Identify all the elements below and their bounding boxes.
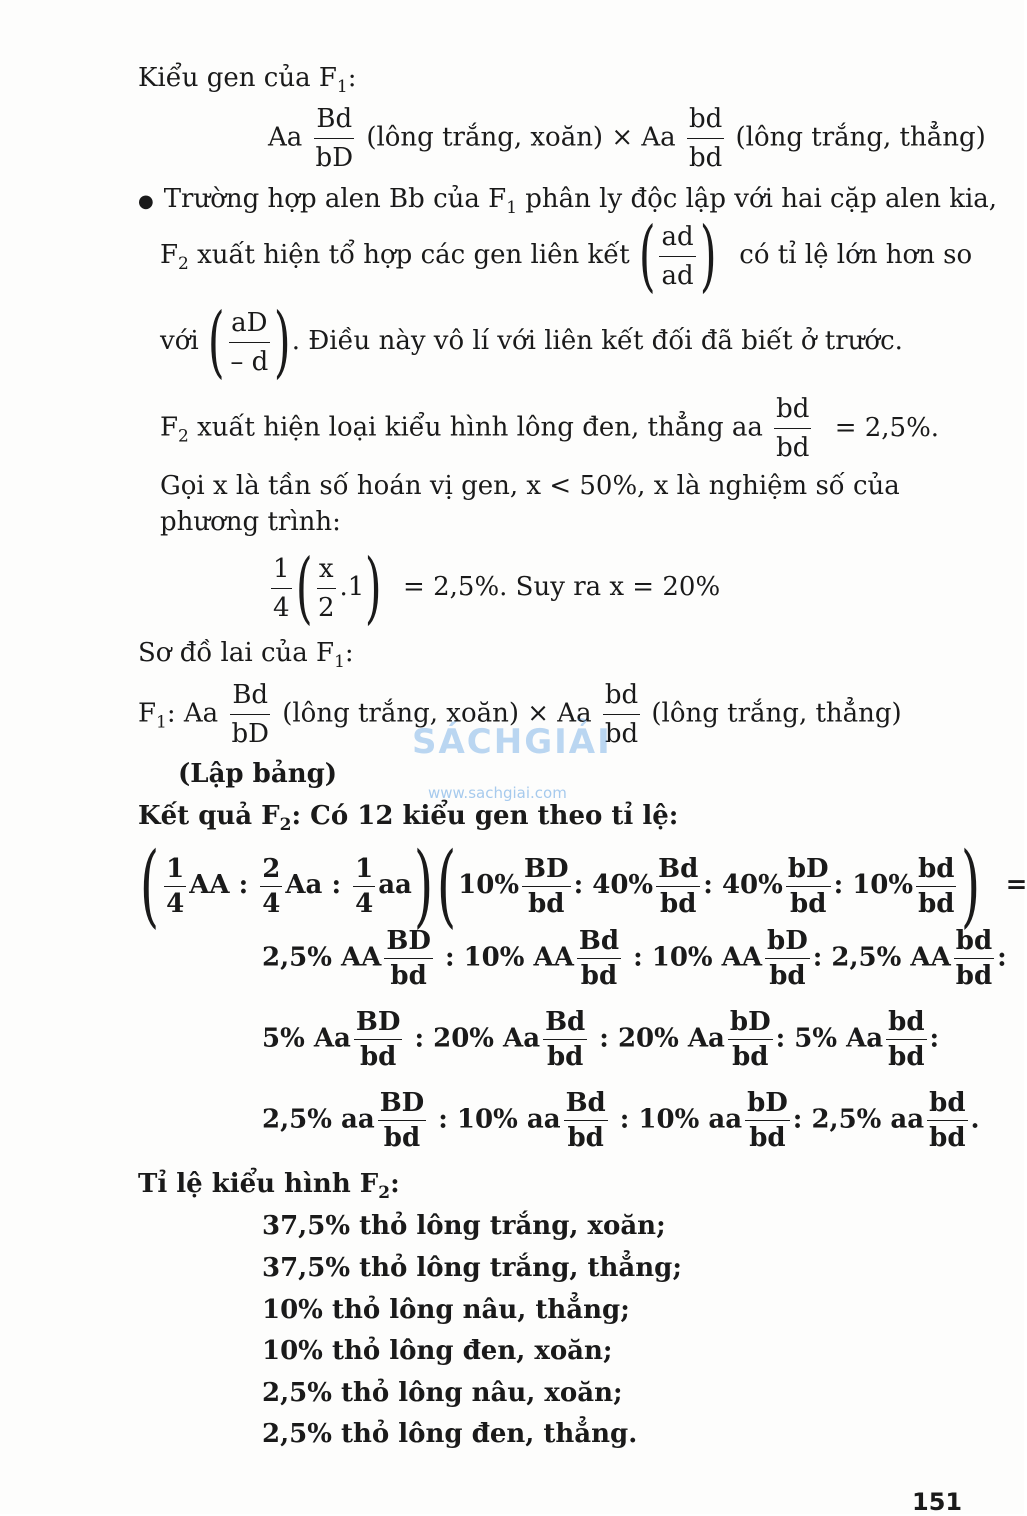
watermark-logo: SÁCHGIẢI (412, 722, 612, 762)
f1-cross-formula: $F_1$: Aa $\frac{Bd}{bD}$ (lông trắng, xoăn) × Aa $\frac{bd}{bd}$ (lông trắng, thẳng) (138, 676, 902, 753)
phenotype-ratio-3: 10% thỏ lông nâu, thẳng; (262, 1295, 630, 1325)
paragraph-2: $F_2$ xuất hiện tổ hợp các gen liên kết ( $\frac{ad}{ad}$ ) có tỉ lệ lớn hơn so (160, 211, 973, 301)
bullet-paragraph-1: ● Trường hợp alen Bb của $F_1$ phân ly độc lập với hai cặp alen kia, (138, 184, 998, 219)
phenotype-ratio-4: 10% thỏ lông đen, xoăn; (262, 1336, 613, 1366)
paragraph-4: $F_2$ xuất hiện loại kiểu hình lông đen, thẳng aa $\frac{bd}{bd}$ = 2,5%. (160, 390, 939, 467)
f2-product-expression: ( $\frac{1}{4}$ AA : $\frac{2}{4}$ Aa : $\frac{1}{4}$ aa)(10% $\frac{BD}{bd}$ : 40% $\frac{Bd}{bd}$ : 40% $\frac{bD}{bd}$ : 10% $\frac{bd}{bd}$ ) = (139, 833, 1027, 938)
phenotype-ratio-1: 37,5% thỏ lông trắng, xoăn; (262, 1211, 666, 1241)
phenotype-ratio-6: 2,5% thỏ lông đen, thẳng. (262, 1419, 638, 1449)
page-number: 151 (912, 1488, 963, 1516)
paragraph-3: với ( $\frac{aD}{- d}$ ). Điều này vô lí với liên kết đối đã biết ở trước. (160, 297, 903, 387)
make-table-note: (Lập bảng) (178, 759, 338, 789)
phenotype-ratio-2: 37,5% thỏ lông trắng, thẳng; (262, 1253, 682, 1283)
bullet-icon: ● (138, 191, 154, 212)
f2-genotype-row-2: 5% Aa $\frac{BD}{bd}$ : 20% Aa $\frac{Bd}{bd}$ : 20% Aa $\frac{bD}{bd}$ : 5% Aa $\frac{bd}{bd}$ : (262, 1007, 940, 1072)
f2-genotype-row-1: 2,5% AA $\frac{BD}{bd}$ : 10% AA $\frac{Bd}{bd}$ : 10% AA $\frac{bD}{bd}$ : 2,5% AA $\frac{bd}{bd}$ : (262, 926, 1007, 991)
paragraph-6: phương trình: (160, 507, 341, 537)
f1-genotype-heading: Kiểu gen của $F_1$: (138, 63, 357, 98)
watermark-url: www.sachgiai.com (428, 784, 567, 802)
f1-genotype-formula: Aa $\frac{Bd}{bD}$ (lông trắng, xoăn) × Aa $\frac{bd}{bd}$ (lông trắng, thẳng) (268, 100, 986, 177)
paragraph-5: Gọi x là tần số hoán vị gen, x < 50%, x là nghiệm số của (160, 471, 900, 501)
f2-genotype-row-3: 2,5% aa $\frac{BD}{bd}$ : 10% aa $\frac{Bd}{bd}$ : 10% aa $\frac{bD}{bd}$ : 2,5% aa $\frac{bd}{bd}$ . (262, 1088, 980, 1153)
equation: $\frac{1}{4}$ ( $\frac{x}{2}$ .1) = 2,5%. Suy ra x = 20% (273, 543, 721, 633)
phenotype-ratio-5: 2,5% thỏ lông nâu, xoăn; (262, 1378, 623, 1408)
cross-diagram-heading: Sơ đồ lai của $F_1$: (138, 638, 354, 673)
f2-phenotype-heading: Tỉ lệ kiểu hình $F_2$: (138, 1169, 400, 1204)
f2-result-heading: Kết quả $F_2$: Có 12 kiểu gen theo tỉ lệ: (138, 801, 679, 836)
